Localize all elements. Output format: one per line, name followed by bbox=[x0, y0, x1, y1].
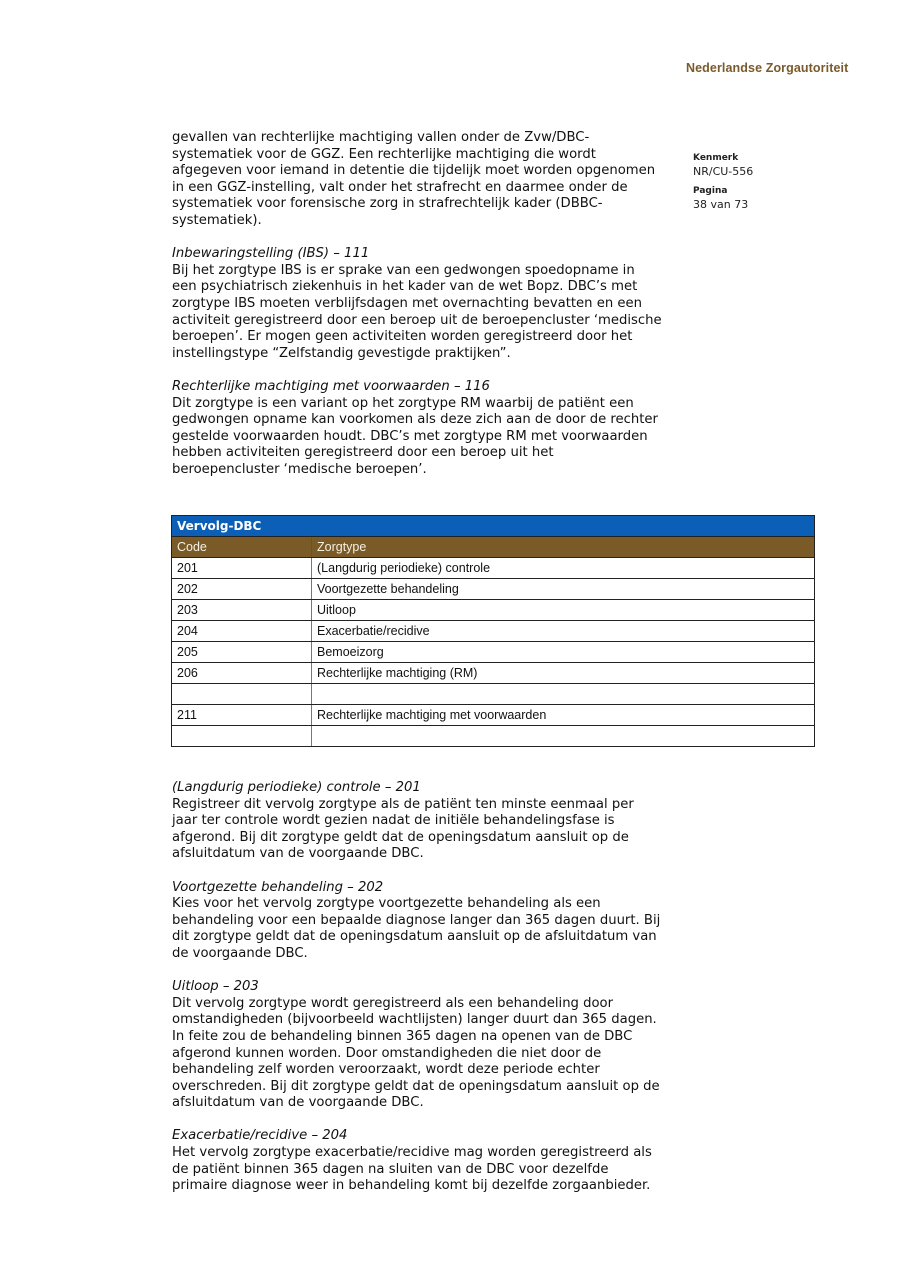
text-line: overschreden. Bij dit zorgtype geldt dat de openingsdatum aansluit op de bbox=[172, 1078, 660, 1094]
table-row bbox=[172, 684, 815, 705]
text-line: activiteit geregistreerd door een beroep uit de beroepencluster ‘medische bbox=[172, 312, 662, 328]
text-line: instellingstype “Zelfstandig gevestigde praktijken”. bbox=[172, 345, 511, 361]
table-row bbox=[172, 705, 815, 726]
table-title: Vervolg-DBC bbox=[172, 516, 815, 537]
text-line: zorgtype IBS moeten verblijfsdagen met overnachting bevatten en een bbox=[172, 295, 642, 311]
text-line: Dit vervolg zorgtype wordt geregistreerd als een behandeling door bbox=[172, 995, 614, 1011]
text-line: behandeling voor een bepaalde diagnose langer dan 365 dagen duurt. Bij bbox=[172, 912, 661, 928]
text-line: beroepen’. Er mogen geen activiteiten worden geregistreerd door het bbox=[172, 329, 633, 345]
section-ibs bbox=[172, 246, 692, 362]
cell-code: 202 bbox=[172, 579, 312, 600]
text-line: gevallen van rechterlijke machtiging vallen onder de Zvw/DBC- bbox=[172, 130, 590, 145]
section-heading: Voortgezette behandeling – 202 bbox=[172, 879, 384, 895]
document-meta bbox=[693, 152, 753, 218]
text-line: jaar ter controle wordt gezien nadat de initiële behandelingsfase is bbox=[172, 813, 615, 829]
table-row bbox=[172, 558, 815, 579]
section-rm-voorwaarden bbox=[172, 379, 692, 479]
pagina-label: Pagina bbox=[693, 186, 728, 196]
text-line: hebben activiteiten geregistreerd door een beroep uit het bbox=[172, 445, 554, 461]
text-line: de patiënt binnen 365 dagen na sluiten van de DBC voor dezelfde bbox=[172, 1161, 609, 1177]
text-line: Kies voor het vervolg zorgtype voortgezette behandeling als een bbox=[172, 896, 601, 912]
cell-zorgtype: Exacerbatie/recidive bbox=[312, 621, 815, 642]
text-line: in een GGZ-instelling, valt onder het strafrecht en daarmee onder de bbox=[172, 179, 628, 195]
cell-code bbox=[172, 726, 312, 747]
text-line: gestelde voorwaarden houdt. DBC’s met zorgtype RM met voorwaarden bbox=[172, 428, 648, 444]
table-row bbox=[172, 642, 815, 663]
text-line: systematiek). bbox=[172, 212, 262, 228]
table-row bbox=[172, 663, 815, 684]
text-line: de voorgaande DBC. bbox=[172, 945, 308, 961]
section-203 bbox=[172, 979, 692, 1112]
section-heading: Rechterlijke machtiging met voorwaarden – 116 bbox=[172, 378, 490, 394]
cell-zorgtype: Uitloop bbox=[312, 600, 815, 621]
vervolg-dbc-table bbox=[171, 515, 815, 747]
kenmerk-value: NR/CU-556 bbox=[693, 165, 754, 178]
column-header-zorgtype: Zorgtype bbox=[312, 537, 815, 558]
text-line: systematiek voor de GGZ. Een rechterlijke machtiging die wordt bbox=[172, 146, 596, 162]
text-line: dit zorgtype geldt dat de openingsdatum aansluit op de afsluitdatum van bbox=[172, 929, 657, 945]
cell-zorgtype: Voortgezette behandeling bbox=[312, 579, 815, 600]
body-text-bottom bbox=[172, 780, 692, 1195]
text-line: afgegeven voor iemand in detentie die tijdelijk moet worden opgenomen bbox=[172, 163, 656, 179]
cell-code bbox=[172, 684, 312, 705]
text-line: Het vervolg zorgtype exacerbatie/recidive mag worden geregistreerd als bbox=[172, 1145, 652, 1161]
text-line: In feite zou de behandeling binnen 365 dagen na openen van de DBC bbox=[172, 1028, 633, 1044]
text-line: een psychiatrisch ziekenhuis in het kader van de wet Bopz. DBC’s met bbox=[172, 279, 638, 295]
section-heading: (Langdurig periodieke) controle – 201 bbox=[172, 780, 421, 795]
text-line: afgerond kunnen worden. Door omstandigheden die niet door de bbox=[172, 1045, 602, 1061]
cell-code: 204 bbox=[172, 621, 312, 642]
section-heading: Exacerbatie/recidive – 204 bbox=[172, 1128, 348, 1144]
table-row bbox=[172, 600, 815, 621]
text-line: omstandigheden (bijvoorbeeld wachtlijsten) langer duurt dan 365 dagen. bbox=[172, 1012, 657, 1028]
pagina-value: 38 van 73 bbox=[693, 198, 749, 211]
text-line: Dit zorgtype is een variant op het zorgtype RM waarbij de patiënt een bbox=[172, 395, 634, 411]
intro-paragraph bbox=[172, 130, 692, 230]
text-line: afsluitdatum van de voorgaande DBC. bbox=[172, 846, 424, 862]
cell-code: 211 bbox=[172, 705, 312, 726]
text-line: afgerond. Bij dit zorgtype geldt dat de openingsdatum aansluit op de bbox=[172, 829, 629, 845]
cell-code: 206 bbox=[172, 663, 312, 684]
text-line: Bij het zorgtype IBS is er sprake van een gedwongen spoedopname in bbox=[172, 262, 635, 278]
section-204 bbox=[172, 1128, 692, 1194]
cell-code: 201 bbox=[172, 558, 312, 579]
column-header-code: Code bbox=[172, 537, 312, 558]
text-line: systematiek voor forensische zorg in strafrechtelijk kader (DBBC- bbox=[172, 196, 603, 212]
table-row bbox=[172, 726, 815, 747]
text-line: afsluitdatum van de voorgaande DBC. bbox=[172, 1095, 424, 1111]
table-row bbox=[172, 621, 815, 642]
text-line: behandeling zelf worden veroorzaakt, wordt deze periode echter bbox=[172, 1062, 600, 1078]
table-row bbox=[172, 579, 815, 600]
kenmerk-label: Kenmerk bbox=[693, 153, 739, 163]
cell-zorgtype: Rechterlijke machtiging (RM) bbox=[312, 663, 815, 684]
text-line: primaire diagnose weer in behandeling komt bij dezelfde zorgaanbieder. bbox=[172, 1178, 651, 1194]
section-heading: Uitloop – 203 bbox=[172, 979, 259, 995]
cell-zorgtype bbox=[312, 726, 815, 747]
cell-zorgtype: Bemoeizorg bbox=[312, 642, 815, 663]
text-line: beroepencluster ‘medische beroepen’. bbox=[172, 461, 427, 477]
text-line: gedwongen opname kan voorkomen als deze zich aan de door de rechter bbox=[172, 412, 658, 428]
section-202 bbox=[172, 880, 692, 963]
cell-zorgtype: (Langdurig periodieke) controle bbox=[312, 558, 815, 579]
section-201 bbox=[172, 780, 692, 863]
cell-zorgtype: Rechterlijke machtiging met voorwaarden bbox=[312, 705, 815, 726]
cell-zorgtype bbox=[312, 684, 815, 705]
text-line: Registreer dit vervolg zorgtype als de patiënt ten minste eenmaal per bbox=[172, 796, 634, 812]
cell-code: 205 bbox=[172, 642, 312, 663]
organization-name: Nederlandse Zorgautoriteit bbox=[686, 61, 849, 75]
body-text-top bbox=[172, 130, 692, 478]
section-heading: Inbewaringstelling (IBS) – 111 bbox=[172, 246, 370, 262]
cell-code: 203 bbox=[172, 600, 312, 621]
